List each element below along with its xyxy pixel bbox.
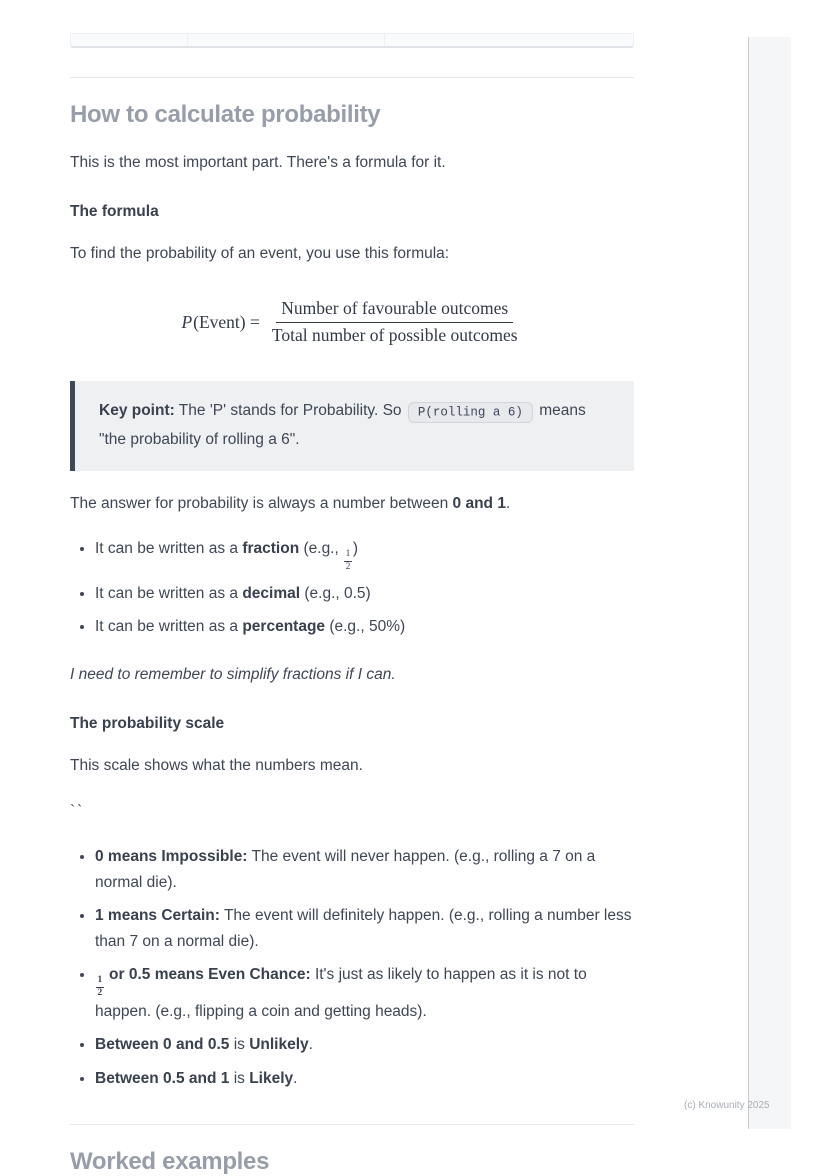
text-segment: is <box>229 1036 250 1054</box>
text-segment: The event will definitely happen. (e.g., rolling a number less than 7 on a normal die). <box>95 907 632 950</box>
text-segment: (e.g., <box>299 540 344 558</box>
formula-denominator: Total number of possible outcomes <box>271 325 518 346</box>
bold-text <box>95 966 311 998</box>
bold-text: percentage <box>242 618 326 636</box>
subheading-the-formula: The formula <box>70 202 159 220</box>
fraction-numerator: 1 <box>344 550 352 562</box>
inline-code-chip: P(rolling a 6) <box>408 402 533 423</box>
fraction-denominator: 2 <box>345 561 351 572</box>
formula-fraction <box>267 298 523 347</box>
probability-formula <box>181 298 522 347</box>
fraction-denominator: 2 <box>97 987 103 998</box>
section-heading-worked-examples: Worked examples <box>70 1147 270 1175</box>
copyright-watermark: (c) Knowunity 2025 <box>684 1100 770 1111</box>
text-segment: The answer for probability is always a number between <box>70 495 453 513</box>
table-fragment-bottom-row <box>70 33 634 48</box>
list-item-unlikely <box>95 1032 634 1058</box>
paragraph-intro: This is the most important part. There's a formula for it. <box>70 153 446 171</box>
one-half-fraction <box>344 550 352 572</box>
callout-label: Key point: <box>99 402 175 420</box>
subheading-probability-scale: The probability scale <box>70 714 225 732</box>
bold-text: 1 means Certain: <box>95 907 220 925</box>
bold-text: decimal <box>242 584 301 602</box>
list-item-fraction <box>95 536 634 572</box>
paragraph-formula-intro: To find the probability of an event, you use this formula: <box>70 244 450 262</box>
formula-lhs <box>181 312 259 333</box>
text-segment: It can be written as a <box>95 618 243 636</box>
formula-numerator: Number of favourable outcomes <box>276 298 513 323</box>
text-segment: It can be written as a <box>95 584 243 602</box>
callout-text-after: means "the probability of rolling a 6". <box>99 402 586 448</box>
formula-equals: (Event) = <box>193 312 260 333</box>
section-divider <box>70 77 634 78</box>
text-segment: The event will never happen. (e.g., rolling a 7 on a normal die). <box>95 848 596 891</box>
text-segment: . <box>293 1070 298 1088</box>
paragraph-italic-note: I need to remember to simplify fractions if I can. <box>70 665 396 683</box>
table-cell <box>385 33 634 46</box>
text-segment: (e.g., 50%) <box>325 618 406 636</box>
document-content <box>70 0 634 1176</box>
paragraph-scale-intro: This scale shows what the numbers mean. <box>70 756 363 774</box>
text-segment: . <box>308 1036 313 1054</box>
bold-text: or 0.5 means Even Chance: <box>104 966 311 984</box>
bold-text: 0 means Impossible: <box>95 848 248 866</box>
list-item-even-chance <box>95 962 634 1024</box>
formula-p-symbol: P <box>181 312 193 333</box>
list-item-decimal <box>95 581 634 607</box>
bold-text: fraction <box>242 540 300 558</box>
bold-text: Unlikely <box>249 1036 309 1054</box>
text-segment: . <box>505 495 511 513</box>
table-cell <box>188 33 385 46</box>
list-probability-scale <box>70 844 634 1091</box>
fraction-numerator: • 1 <box>96 976 104 988</box>
bold-text: 0 and 1 <box>452 495 506 513</box>
section-heading-how-to-calculate: How to calculate probability <box>70 101 381 128</box>
callout-text-before: The 'P' stands for Probability. So <box>174 402 406 420</box>
text-segment: (e.g., 0.5) <box>300 584 371 602</box>
section-divider <box>70 1124 634 1125</box>
list-item-impossible <box>95 844 634 895</box>
text-segment: It's just as likely to happen as it is not to happen. (e.g., flipping a coin and getting heads). <box>95 966 587 1020</box>
list-item-percentage <box>95 614 634 640</box>
text-segment: It can be written as a <box>95 540 243 558</box>
paragraph-answer-range <box>70 492 634 517</box>
list-probability-forms <box>70 536 634 640</box>
bold-text: Between 0 and 0.5 <box>95 1036 230 1054</box>
list-item-likely <box>95 1066 634 1092</box>
text-segment: ) <box>352 540 359 558</box>
text-segment: is <box>229 1070 250 1088</box>
stray-backticks: `` <box>70 803 85 821</box>
one-half-fraction <box>96 976 104 998</box>
list-item-certain <box>95 903 634 954</box>
bold-text: Likely <box>249 1070 294 1088</box>
bold-text: Between 0.5 and 1 <box>95 1070 230 1088</box>
table-cell <box>70 33 188 46</box>
key-point-callout <box>70 381 634 471</box>
scrollbar-track[interactable] <box>748 37 791 1129</box>
